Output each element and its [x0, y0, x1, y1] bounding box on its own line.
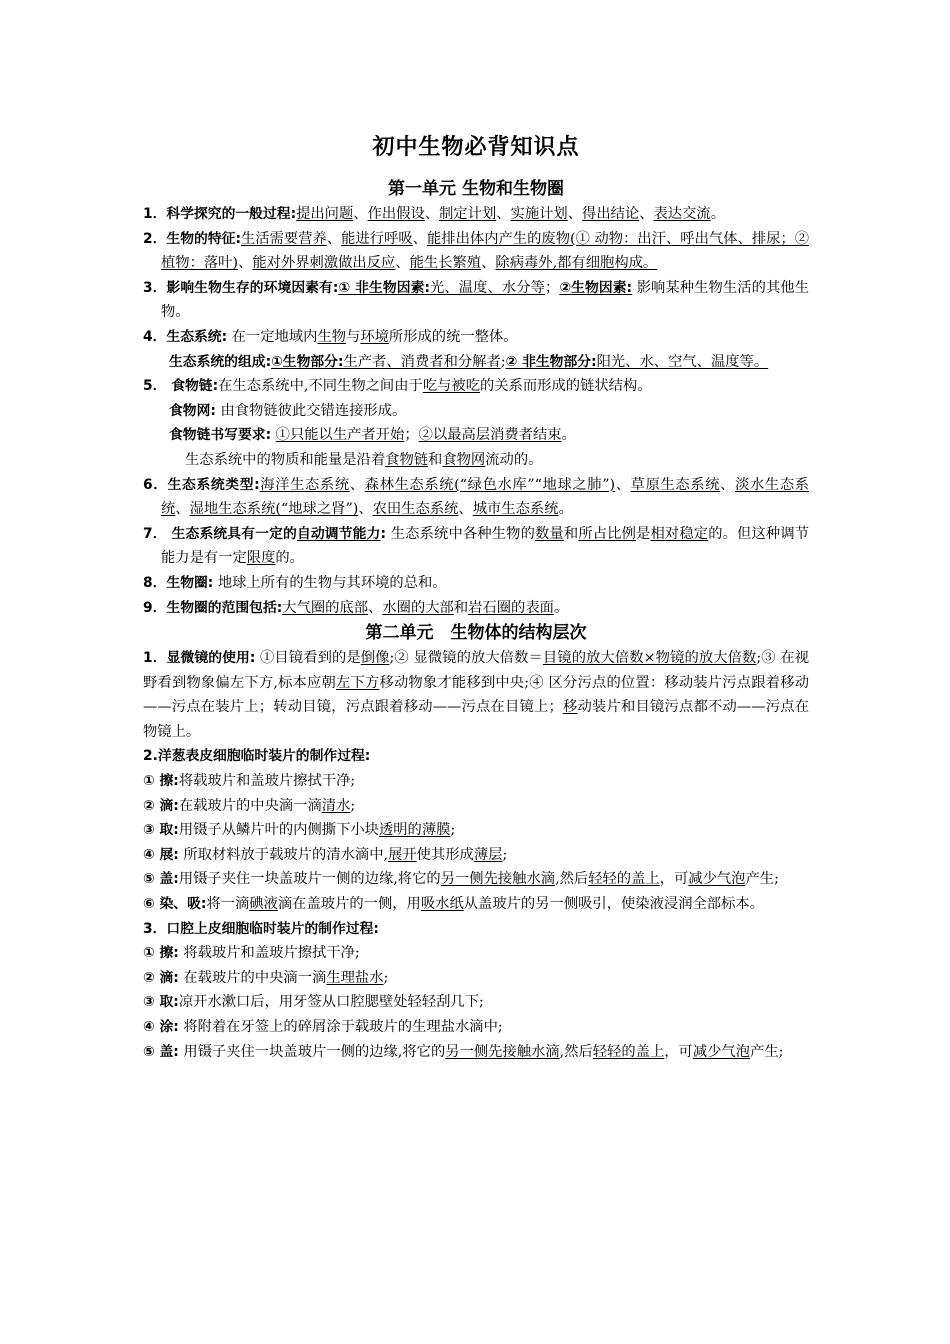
- body-text: 在生态系统中,不同生物之间由于: [218, 378, 423, 395]
- u2-step-stain: [143, 892, 809, 917]
- body-text: 将载玻片和盖玻片擦拭干净;: [178, 773, 356, 790]
- bold-label: ⑥ 染、吸:: [143, 896, 207, 913]
- underlined-term: 湿地生态系统(“地球之肾”): [189, 501, 359, 518]
- underlined-term: 环境: [360, 328, 389, 345]
- bold-underlined-text: ② 非生物部分:: [505, 353, 597, 370]
- underlined-term: 得出结论: [582, 206, 640, 222]
- underlined-term: 能对外界刺激做出反应: [252, 255, 396, 272]
- underlined-term: 岩石圈的表面: [468, 599, 554, 616]
- body-text: ①目镜看到的是: [255, 650, 361, 667]
- u2-step-drop: [143, 794, 809, 819]
- bold-label: 2.洋葱表皮细胞临时装片的制作过程:: [143, 748, 371, 765]
- u1-item-8: [143, 571, 809, 596]
- u2-step-spread: [143, 843, 809, 868]
- body-text: 、: [615, 476, 631, 493]
- underlined-term: 清水: [321, 797, 351, 814]
- body-text: 用镊子夹住一块盖玻片一侧的边缘,将它的: [178, 1043, 446, 1060]
- underlined-term: 除病毒外,都有细胞构成。: [495, 255, 658, 272]
- body-text: 、: [395, 255, 410, 272]
- underlined-term: 展开: [388, 846, 417, 863]
- body-text: 移动物象才能移到中央;④ 区分污点的位置：移动装片污点跟着移动——污点在装片上；转动目镜，污点跟着移动——污点在目镜上；: [143, 674, 810, 716]
- body-text: 在载玻片的中央滴一滴: [178, 797, 322, 814]
- underlined-term: 水圈的大部: [382, 599, 454, 616]
- bold-label: 3．影响生物生存的环境因素有:: [143, 279, 339, 296]
- body-text: ;: [500, 353, 506, 370]
- underlined-term: 薄层: [473, 846, 503, 863]
- body-text: 地球上所有的生物与其环境的总和。: [213, 574, 447, 591]
- u2-step-take: [143, 818, 809, 843]
- underlined-term: 生理盐水: [326, 969, 384, 986]
- u2-item-2-title: [143, 744, 809, 769]
- body-text: 在一定地域内: [227, 328, 318, 345]
- underlined-term: 能生长繁殖: [409, 255, 482, 272]
- body-text: 、: [412, 230, 427, 247]
- underlined-term: 城市生态系统: [472, 501, 559, 518]
- underlined-term: 目镜的放大倍数×物镜的放大倍数: [542, 650, 757, 667]
- u1-item-2: [143, 227, 809, 276]
- underlined-term: 减少气泡: [688, 871, 746, 888]
- body-text: 将载玻片和盖玻片擦拭干净;: [178, 945, 360, 962]
- body-text: 流动的。: [485, 451, 543, 468]
- bold-label: 食物网:: [169, 402, 216, 419]
- u1-item-7: [143, 522, 809, 571]
- bold-label: 2．生物的特征:: [143, 230, 241, 247]
- bold-underlined-text: 自动调节能力: [296, 525, 381, 542]
- underlined-term: 限度: [246, 550, 276, 567]
- bold-label: ② 滴:: [143, 969, 179, 986]
- bold-label: 生态系统的组成:: [169, 353, 272, 370]
- u2-oral-step-smear: [143, 1015, 809, 1040]
- body-text: ;: [383, 969, 389, 986]
- underlined-term: 透明的薄膜: [378, 822, 451, 839]
- bold-label: 7． 生态系统具有一定的: [143, 525, 297, 542]
- u1-item-5: [143, 374, 809, 399]
- body-text: 使其形成: [416, 846, 474, 863]
- body-text: 和: [453, 599, 469, 616]
- body-text: 、: [496, 206, 511, 222]
- body-text: ，可: [664, 1043, 693, 1060]
- body-text: 是: [636, 525, 651, 542]
- body-text: 凉开水漱口后，用牙签从口腔腮壁处轻轻刮几下;: [178, 994, 484, 1011]
- bold-label: 9．生物圈的范围包括:: [143, 599, 283, 616]
- body-text: ,然后: [555, 871, 589, 888]
- body-text: ；: [404, 427, 419, 444]
- underlined-term: 生物: [317, 328, 347, 345]
- bold-label: ② 滴:: [143, 797, 179, 814]
- u1-item-4-composition: [143, 350, 809, 375]
- underlined-term: 提出问题: [296, 206, 354, 222]
- body-text: ；: [544, 279, 560, 296]
- bold-label: ③ 取:: [143, 822, 179, 839]
- bold-label: 1．科学探究的一般过程:: [143, 206, 297, 222]
- u2-oral-step-take: [143, 990, 809, 1015]
- body-text: 和: [563, 525, 579, 542]
- body-text: 在载玻片的中央滴一滴: [178, 969, 327, 986]
- body-text: 生态系统中的物质和能量是沿着: [185, 451, 386, 468]
- body-text: 的。: [275, 550, 304, 567]
- bold-underlined-text: ① 非生物因素:: [338, 279, 430, 296]
- underlined-term: 制定计划: [439, 206, 497, 222]
- body-text: ;: [450, 822, 456, 839]
- u1-item-5-rules: [143, 423, 809, 448]
- underlined-term: 光、温度、水分等: [429, 279, 545, 296]
- underlined-term: 另一侧先接触水滴: [445, 1043, 560, 1060]
- body-text: 从盖玻片的另一侧吸引，使染液浸润全部标本。: [463, 896, 764, 913]
- document-page: [143, 128, 809, 1064]
- body-text: 的关系而形成的链状结构。: [480, 378, 652, 395]
- body-text: 用镊子从鳞片叶的内侧撕下小块: [178, 822, 379, 839]
- body-text: 、: [238, 255, 253, 272]
- body-text: 将一滴: [206, 896, 250, 913]
- body-text: 与: [346, 328, 361, 345]
- body-text: 产生;: [750, 1043, 784, 1060]
- underlined-term: 食物链: [385, 451, 429, 468]
- underlined-term: 吸水纸: [420, 896, 464, 913]
- bold-label: 5． 食物链:: [143, 378, 219, 395]
- bold-label: 3．口腔上皮细胞临时装片的制作过程:: [143, 920, 379, 937]
- underlined-term: 数量: [535, 525, 564, 542]
- u2-step-wipe: [143, 769, 809, 794]
- underlined-term: 能进行呼吸: [341, 230, 413, 247]
- unit1-heading: 第一单元 生物和生物圈: [388, 179, 564, 199]
- underlined-term: 海洋生态系统: [259, 476, 350, 493]
- body-text: ;: [502, 846, 508, 863]
- u1-item-1: [143, 202, 809, 227]
- body-text: 由食物链彼此交错连接形成。: [215, 402, 407, 419]
- underlined-term: 碘液: [249, 896, 278, 913]
- body-text: 影响某种生物生活的其他生物。: [161, 279, 810, 321]
- body-text: 、: [424, 206, 440, 222]
- body-text: 将附着在牙签上的碎屑涂于载玻片的生理盐水滴中;: [178, 1019, 503, 1035]
- body-text: 、: [567, 206, 583, 222]
- body-text: 所形成的统一整体。: [388, 328, 518, 345]
- underlined-term: 食物网: [442, 451, 486, 468]
- body-text: 、: [639, 206, 654, 222]
- underlined-term: 表达交流: [653, 206, 711, 222]
- bold-label: ④ 涂:: [143, 1019, 179, 1035]
- u2-oral-step-wipe: [143, 941, 809, 966]
- bold-label: ⑤ 盖:: [143, 1043, 179, 1060]
- underlined-term: 农田生态系统: [372, 501, 459, 518]
- bold-label: ④ 展:: [143, 846, 179, 863]
- underlined-term: 生产者、消费者和分解者: [343, 353, 501, 370]
- u2-oral-step-drop: [143, 966, 809, 991]
- underlined-term: 所占比例: [578, 525, 637, 542]
- bold-underlined-text: ①生物部分:: [271, 353, 344, 370]
- body-text: 生态系统中各种生物的: [386, 525, 536, 542]
- body-text: ,然后: [559, 1043, 593, 1060]
- unit2-heading: 第二单元 生物体的结构层次: [365, 623, 587, 644]
- underlined-term: 实施计划: [510, 206, 568, 222]
- underlined-term: 阳光、水、空气、温度等。: [596, 353, 769, 370]
- body-text: 的。但这种调节能力是有一定: [161, 525, 810, 567]
- underlined-term: ②以最高层消费者结束: [418, 427, 562, 444]
- underlined-term: 减少气泡: [692, 1043, 751, 1060]
- underlined-term: 倒像: [360, 650, 390, 667]
- underlined-term: 吃与被吃: [422, 378, 480, 395]
- underlined-term: 作出假设: [367, 206, 425, 222]
- u2-oral-step-cover: [143, 1040, 809, 1065]
- underlined-term: 移: [562, 699, 578, 716]
- u2-step-cover: [143, 867, 809, 892]
- underlined-term: ①只能以生产者开始: [275, 427, 405, 444]
- body-text: 、: [481, 255, 496, 272]
- underlined-term: 相对稳定: [650, 525, 709, 542]
- body-text: 和: [428, 451, 443, 468]
- body-text: ，可: [659, 871, 689, 888]
- body-text: 、: [326, 230, 342, 247]
- underlined-term: 左下方: [336, 674, 380, 691]
- u2-item-1: [143, 646, 809, 744]
- bold-label: ① 擦:: [143, 773, 179, 790]
- bold-label: ⑤ 盖:: [143, 871, 179, 888]
- underlined-term: 淡水生态系统: [161, 476, 810, 518]
- underlined-term: 生活需要营养: [240, 230, 327, 247]
- u1-item-3: [143, 276, 809, 325]
- body-text: 。: [710, 206, 725, 222]
- u1-item-6: [143, 473, 809, 522]
- body-text: 、: [358, 501, 373, 518]
- body-text: 、: [458, 501, 473, 518]
- body-text: 、: [349, 476, 365, 493]
- body-text: ;③ 在视野看到物象偏左下方,标本应朝: [143, 650, 809, 691]
- bold-label: 6．生态系统类型:: [143, 476, 260, 493]
- underlined-term: 轻轻的盖上: [592, 1043, 665, 1060]
- body-text: 用镊子夹住一块盖玻片一侧的边缘,将它的: [178, 871, 441, 888]
- body-text: 、: [175, 501, 190, 518]
- body-text: 所取材料放于载玻片的清水滴中,: [178, 846, 389, 863]
- body-text: 。: [553, 599, 569, 616]
- bold-underlined-text: ②生物因素:: [559, 279, 633, 296]
- underlined-term: 另一侧先接触水滴: [440, 871, 556, 888]
- body-text: ;② 显微镜的放大倍数＝: [389, 650, 543, 667]
- u1-item-4: [143, 325, 809, 350]
- bold-label: ③ 取:: [143, 994, 179, 1011]
- bold-label: ① 擦:: [143, 945, 179, 962]
- body-text: 。: [561, 427, 576, 444]
- underlined-term: 草原生态系统: [630, 476, 721, 493]
- body-text: 滴在盖玻片的一侧，用: [277, 896, 421, 913]
- u1-item-5-flow: [143, 448, 809, 473]
- body-text: 。: [558, 501, 573, 518]
- underlined-term: 轻轻的盖上: [588, 871, 660, 888]
- body-text: 、: [368, 599, 383, 616]
- u1-item-5-food-web: [143, 399, 809, 424]
- bold-label: 8．生物圈:: [143, 574, 214, 591]
- body-text: 产生;: [745, 871, 779, 888]
- bold-label: 食物链书写要求:: [169, 427, 272, 444]
- bold-label: 1．显微镜的使用:: [143, 650, 256, 667]
- bold-label: 4．生态系统:: [143, 328, 228, 345]
- body-text: 、: [720, 476, 736, 493]
- body-text: ;: [350, 797, 356, 814]
- body-text: 动装片和目镜污点都不动——污点在物镜上。: [143, 699, 810, 740]
- u2-item-3-title: [143, 917, 809, 942]
- bold-label: :: [380, 525, 387, 542]
- u1-item-9: [143, 596, 809, 621]
- page-title: 初中生物必背知识点: [372, 135, 580, 160]
- body-text: 、: [353, 206, 368, 222]
- underlined-term: 大气圈的底部: [282, 599, 369, 616]
- underlined-term: 能排出体内产生的废物(① 动物：出汗、呼出气体、排尿；②植物：落叶): [161, 230, 810, 272]
- underlined-term: 森林生态系统(“绿色水库”“地球之肺”): [364, 476, 616, 493]
